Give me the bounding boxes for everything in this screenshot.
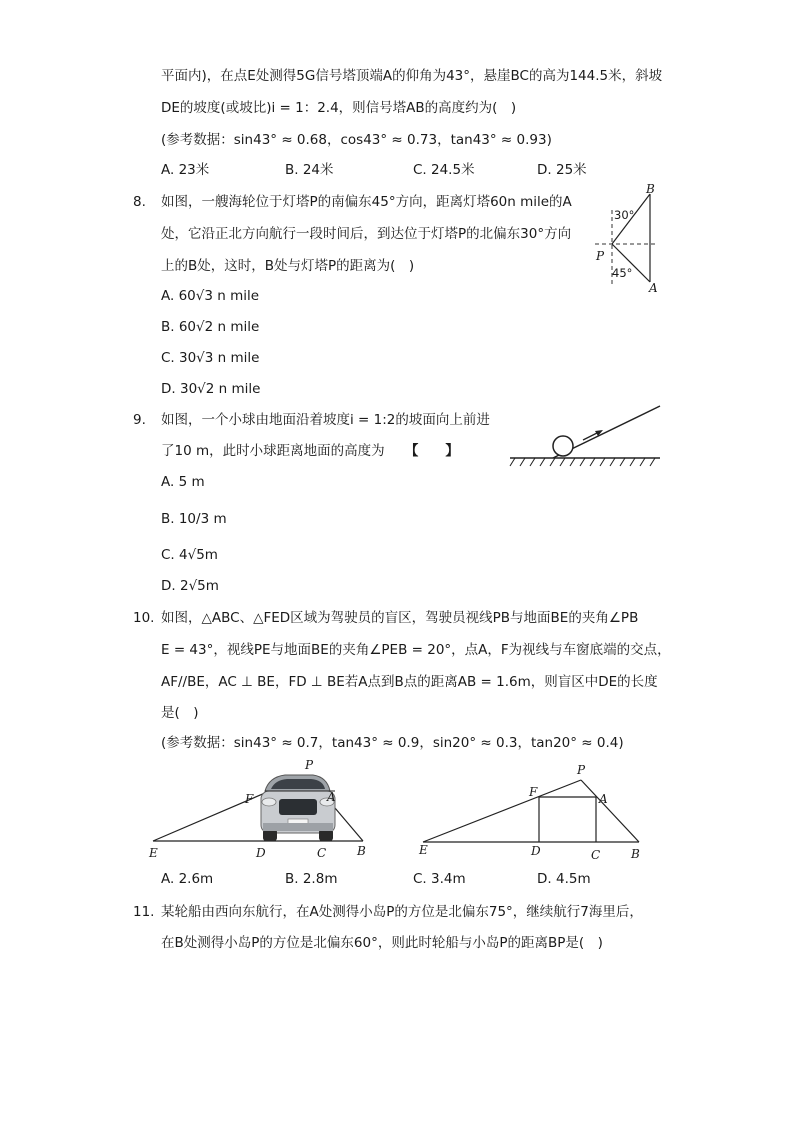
q10l-label-a: A — [327, 790, 336, 804]
q8-angle-45: 45° — [612, 266, 633, 280]
q10l-label-d: D — [256, 846, 266, 860]
q9-line2-text: 了10 m，此时小球距离地面的高度为 — [161, 443, 385, 459]
q9-line2 — [161, 441, 459, 461]
q9-option-c: C. 4√5m — [161, 547, 218, 563]
q7-option-d: D. 25米 — [537, 162, 587, 178]
q9-option-a: A. 5 m — [161, 474, 205, 490]
q10r-label-a: A — [599, 792, 608, 806]
q10r-label-f: F — [529, 785, 538, 799]
q8-line1: 如图，一艘海轮位于灯塔P的南偏东45°方向，距离灯塔60n mile的A — [161, 194, 572, 210]
car-image — [261, 775, 335, 841]
q7-option-a: A. 23米 — [161, 162, 210, 178]
q8-angle-30: 30° — [614, 208, 635, 222]
q9-ground-hatching — [510, 458, 655, 466]
q7-line1: 平面内)，在点E处测得5G信号塔顶端A的仰角为43°，悬崖BC的高为144.5米，斜坡 — [161, 68, 663, 84]
q8-label-b: B — [646, 182, 655, 196]
q10r-label-e: E — [419, 843, 428, 857]
q8-option-d: D. 30√2 n mile — [161, 381, 261, 397]
q10r-label-d: D — [531, 844, 541, 858]
q10-option-d: D. 4.5m — [537, 871, 591, 887]
q7-option-b: B. 24米 — [285, 162, 334, 178]
q10l-label-e: E — [149, 846, 158, 860]
q10r-sightline-pe — [423, 780, 581, 842]
q9-answer-bracket: 【 】 — [404, 443, 459, 459]
q10l-label-c: C — [317, 846, 327, 860]
q10r-sightline-pb — [581, 780, 639, 842]
q8-option-b: B. 60√2 n mile — [161, 319, 260, 335]
q10r-label-c: C — [591, 848, 601, 862]
q8-figure — [590, 180, 670, 295]
q10r-label-p: P — [577, 763, 586, 777]
q7-reference-data: (参考数据：sin43° ≈ 0.68，cos43° ≈ 0.73，tan43° ≈ 0.93) — [161, 132, 552, 148]
q9-option-d: D. 2√5m — [161, 578, 219, 594]
q10l-label-b: B — [357, 844, 366, 858]
q10-line3: AF//BE，AC ⊥ BE，FD ⊥ BE若A点到B点的距离AB = 1.6m，则盲区中DE的长度 — [161, 674, 658, 690]
q10-line4: 是( ) — [161, 705, 199, 721]
q8-option-c: C. 30√3 n mile — [161, 350, 260, 366]
q10-line1: 如图，△ABC、△FED区域为驾驶员的盲区，驾驶员视线PB与地面BE的夹角∠PB — [161, 610, 639, 626]
q9-figure — [505, 400, 665, 472]
q8-number: 8. — [133, 194, 146, 210]
q10r-label-b: B — [631, 847, 640, 861]
q7-line2: DE的坡度(或坡比)i = 1：2.4，则信号塔AB的高度约为( ) — [161, 100, 517, 116]
q10-option-b: B. 2.8m — [285, 871, 338, 887]
q10-line2: E = 43°，视线PE与地面BE的夹角∠PEB = 20°，点A，F为视线与车窗底端的交点， — [161, 642, 671, 658]
q9-line1: 如图，一个小球由地面沿着坡度i = 1:2的坡面向上前进 — [161, 412, 490, 428]
q9-ball — [553, 436, 573, 456]
q10-reference-data: (参考数据：sin43° ≈ 0.7，tan43° ≈ 0.9，sin20° ≈ 0.3，tan20° ≈ 0.4) — [161, 735, 624, 751]
q11-line2: 在B处测得小岛P的方位是北偏东60°，则此时轮船与小岛P的距离BP是( ) — [161, 935, 603, 951]
q10-option-c: C. 3.4m — [413, 871, 466, 887]
q8-label-a: A — [649, 281, 658, 295]
q10-option-a: A. 2.6m — [161, 871, 214, 887]
q10l-label-f: F — [245, 792, 254, 806]
q7-option-c: C. 24.5米 — [413, 162, 475, 178]
q9-option-b: B. 10/3 m — [161, 511, 227, 527]
q8-label-p: P — [596, 249, 605, 263]
q8-line2: 处，它沿正北方向航行一段时间后，到达位于灯塔P的北偏东30°方向 — [161, 226, 572, 242]
q8-line3: 上的B处，这时，B处与灯塔P的距离为( ) — [161, 258, 415, 274]
q11-number: 11. — [133, 904, 155, 920]
q9-number: 9. — [133, 412, 146, 428]
q10l-label-p: P — [305, 758, 314, 772]
q10-figure-left — [145, 755, 375, 865]
q10-number: 10. — [133, 610, 155, 626]
q10-figure-right — [415, 760, 655, 865]
q8-option-a: A. 60√3 n mile — [161, 288, 260, 304]
q11-line1: 某轮船由西向东航行，在A处测得小岛P的方位是北偏东75°，继续航行7海里后， — [161, 904, 643, 920]
